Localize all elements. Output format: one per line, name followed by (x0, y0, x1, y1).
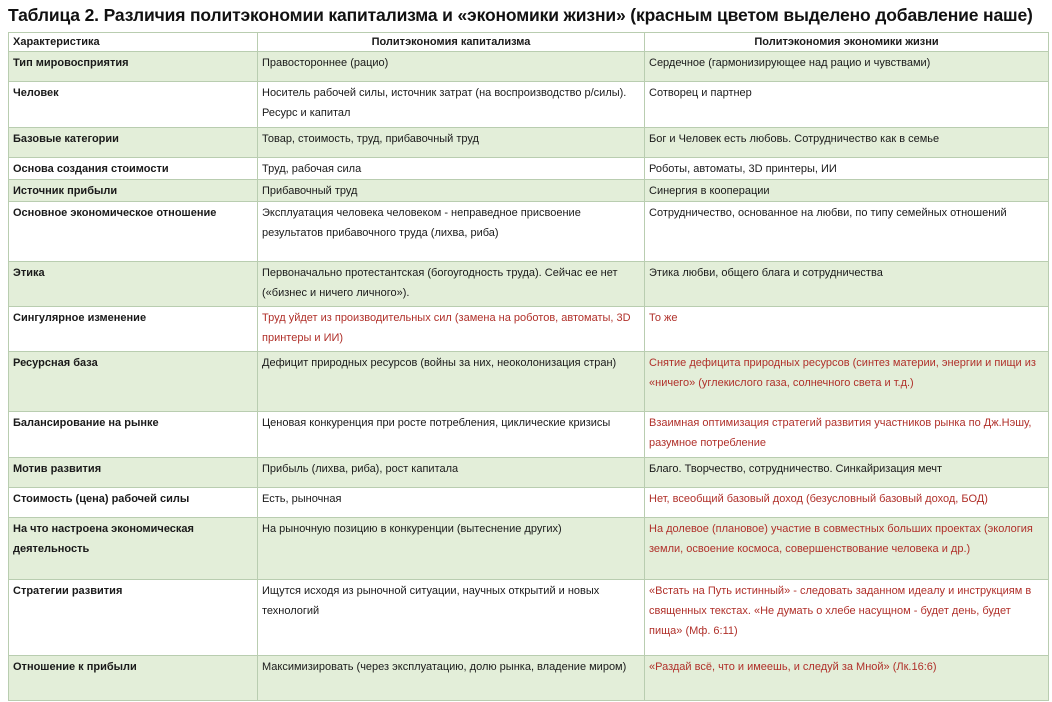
table-row (9, 180, 1049, 202)
cap-cell: Носитель рабочей силы, источник затрат (на воспроизводство р/силы). Ресурс и капитал (258, 82, 645, 128)
row-key: Сингулярное изменение (9, 307, 258, 352)
cap-cell-added: Труд уйдет из производительных сил (замена на роботов, автоматы, 3D принтеры и ИИ) (258, 307, 645, 352)
table-row (9, 202, 1049, 262)
row-key: Балансирование на рынке (9, 412, 258, 458)
row-key: Мотив развития (9, 458, 258, 488)
table-title: Таблица 2. Различия политэкономии капитализма и «экономики жизни» (красным цветом выделено добавление наше) (8, 5, 1033, 25)
cap-cell: Есть, рыночная (258, 488, 645, 518)
life-cell-added: «Раздай всё, что и имеешь, и следуй за Мной» (Лк.16:6) (645, 656, 1049, 701)
row-key: Стратегии развития (9, 580, 258, 656)
cap-cell: Прибавочный труд (258, 180, 645, 202)
row-key: Человек (9, 82, 258, 128)
life-cell-added: На долевое (плановое) участие в совместных больших проектах (экология земли, освоение космоса, совершенствование человека и др.) (645, 518, 1049, 580)
row-key: Отношение к прибыли (9, 656, 258, 701)
table-row (9, 412, 1049, 458)
row-key: Стоимость (цена) рабочей силы (9, 488, 258, 518)
header-characteristic: Характеристика (9, 33, 258, 52)
header-life-economy: Политэкономия экономики жизни (645, 33, 1049, 52)
cap-cell: Эксплуатация человека человеком - неправедное присвоение результатов прибавочного труда (лихва, риба) (258, 202, 645, 262)
table-row (9, 518, 1049, 580)
row-key: Основа создания стоимости (9, 158, 258, 180)
life-cell: Сотворец и партнер (645, 82, 1049, 128)
life-cell: Этика любви, общего блага и сотрудничества (645, 262, 1049, 307)
life-cell: Сердечное (гармонизирующее над рацио и чувствами) (645, 52, 1049, 82)
life-cell: Сотрудничество, основанное на любви, по типу семейных отношений (645, 202, 1049, 262)
life-cell: Бог и Человек есть любовь. Сотрудничество как в семье (645, 128, 1049, 158)
table-row (9, 307, 1049, 352)
life-cell-added: Взаимная оптимизация стратегий развития участников рынка по Дж.Нэшу, разумное потребление (645, 412, 1049, 458)
life-cell-added: «Встать на Путь истинный» - следовать заданном идеалу и инструкциям в священных текстах. «Не думать о хлебе насущном - будет день, будет пища» (Мф. 6:11) (645, 580, 1049, 656)
cap-cell: Ищутся исходя из рыночной ситуации, научных открытий и новых технологий (258, 580, 645, 656)
life-cell: Благо. Творчество, сотрудничество. Синкайризация мечт (645, 458, 1049, 488)
row-key: Тип мировосприятия (9, 52, 258, 82)
table-row (9, 52, 1049, 82)
table-row (9, 158, 1049, 180)
cap-cell: Максимизировать (через эксплуатацию, долю рынка, владение миром) (258, 656, 645, 701)
header-row (9, 33, 1049, 52)
table-row (9, 656, 1049, 701)
row-key: Основное экономическое отношение (9, 202, 258, 262)
cap-cell: Дефицит природных ресурсов (войны за них, неоколонизация стран) (258, 352, 645, 412)
table-row (9, 352, 1049, 412)
row-key: Базовые категории (9, 128, 258, 158)
cap-cell: Ценовая конкуренция при росте потребления, циклические кризисы (258, 412, 645, 458)
header-capitalism: Политэкономия капитализма (258, 33, 645, 52)
table-row (9, 82, 1049, 128)
cap-cell: На рыночную позицию в конкуренции (вытеснение других) (258, 518, 645, 580)
table-row (9, 458, 1049, 488)
row-key: Источник прибыли (9, 180, 258, 202)
life-cell-added: Нет, всеобщий базовый доход (безусловный базовый доход, БОД) (645, 488, 1049, 518)
table-row (9, 488, 1049, 518)
table-row (9, 580, 1049, 656)
cap-cell: Правостороннее (рацио) (258, 52, 645, 82)
row-key: На что настроена экономическая деятельность (9, 518, 258, 580)
table-row (9, 262, 1049, 307)
life-cell: Синергия в кооперации (645, 180, 1049, 202)
life-cell-added: Снятие дефицита природных ресурсов (синтез материи, энергии и пищи из «ничего» (углекислого газа, солнечного света и т.д.) (645, 352, 1049, 412)
life-cell-added: То же (645, 307, 1049, 352)
table-row (9, 128, 1049, 158)
comparison-table (8, 32, 1049, 701)
row-key: Ресурсная база (9, 352, 258, 412)
cap-cell: Прибыль (лихва, риба), рост капитала (258, 458, 645, 488)
row-key: Этика (9, 262, 258, 307)
cap-cell: Труд, рабочая сила (258, 158, 645, 180)
cap-cell: Первоначально протестантская (богоугодность труда). Сейчас ее нет («бизнес и ничего личного»). (258, 262, 645, 307)
life-cell: Роботы, автоматы, 3D принтеры, ИИ (645, 158, 1049, 180)
cap-cell: Товар, стоимость, труд, прибавочный труд (258, 128, 645, 158)
